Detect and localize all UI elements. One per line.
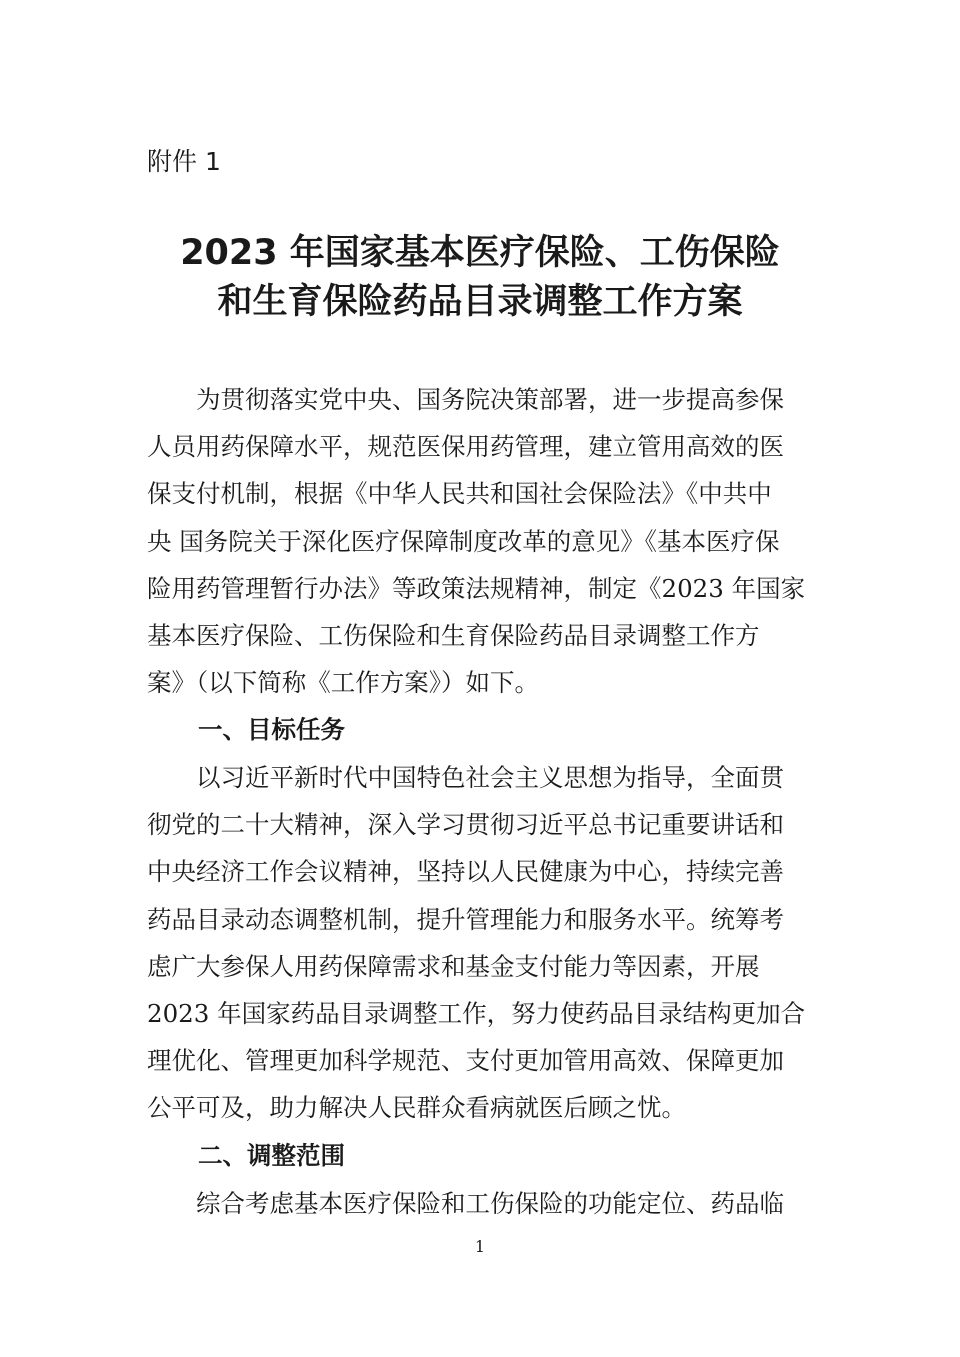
text-line: 彻党的二十大精神，深入学习贯彻习近平总书记重要讲话和 bbox=[147, 810, 784, 840]
section-heading-scope: 二、调整范围 bbox=[198, 1141, 345, 1170]
text-line: 2023 年国家药品目录调整工作，努力使药品目录结构更加合 bbox=[147, 998, 806, 1028]
title-line-2: 和生育保险药品目录调整工作方案 bbox=[217, 282, 743, 322]
text-line: 综合考虑基本医疗保险和工伤保险的功能定位、药品临 bbox=[147, 1189, 784, 1218]
text-line: 险用药管理暂行办法》等政策法规精神，制定《2023 年国家 bbox=[147, 573, 806, 603]
text-line: 央 国务院关于深化医疗保障制度改革的意见》《基本医疗保 bbox=[147, 526, 780, 556]
text-line: 人员用药保障水平，规范医保用药管理，建立管用高效的医 bbox=[147, 432, 784, 462]
text-line: 药品目录动态调整机制，提升管理能力和服务水平。统筹考 bbox=[147, 904, 784, 934]
goals-paragraph bbox=[147, 754, 827, 1132]
text-line: 中央经济工作会议精神，坚持以人民健康为中心，持续完善 bbox=[147, 857, 784, 887]
text-line: 为贯彻落实党中央、国务院决策部署，进一步提高参保 bbox=[147, 385, 784, 414]
text-line: 基本医疗保险、工伤保险和生育保险药品目录调整工作方 bbox=[147, 620, 760, 650]
title-line-1: 2023 年国家基本医疗保险、工伤保险 bbox=[180, 233, 780, 273]
page-number: 1 bbox=[474, 1237, 486, 1256]
text-line: 保支付机制，根据《中华人民共和国社会保险法》《中共中 bbox=[147, 479, 772, 509]
attachment-label: 附件 1 bbox=[147, 147, 221, 176]
section-heading-goals: 一、目标任务 bbox=[198, 715, 345, 744]
text-line: 理优化、管理更加科学规范、支付更加管用高效、保障更加 bbox=[147, 1046, 784, 1076]
text-line: 以习近平新时代中国特色社会主义思想为指导，全面贯 bbox=[147, 763, 784, 792]
text-line: 虑广大参保人用药保障需求和基金支付能力等因素，开展 bbox=[147, 951, 760, 981]
scope-paragraph bbox=[147, 1180, 827, 1227]
text-line: 案》（以下简称《工作方案》）如下。 bbox=[147, 668, 539, 698]
text-line: 公平可及，助力解决人民群众看病就医后顾之忧。 bbox=[147, 1093, 686, 1123]
intro-paragraph bbox=[147, 376, 827, 706]
